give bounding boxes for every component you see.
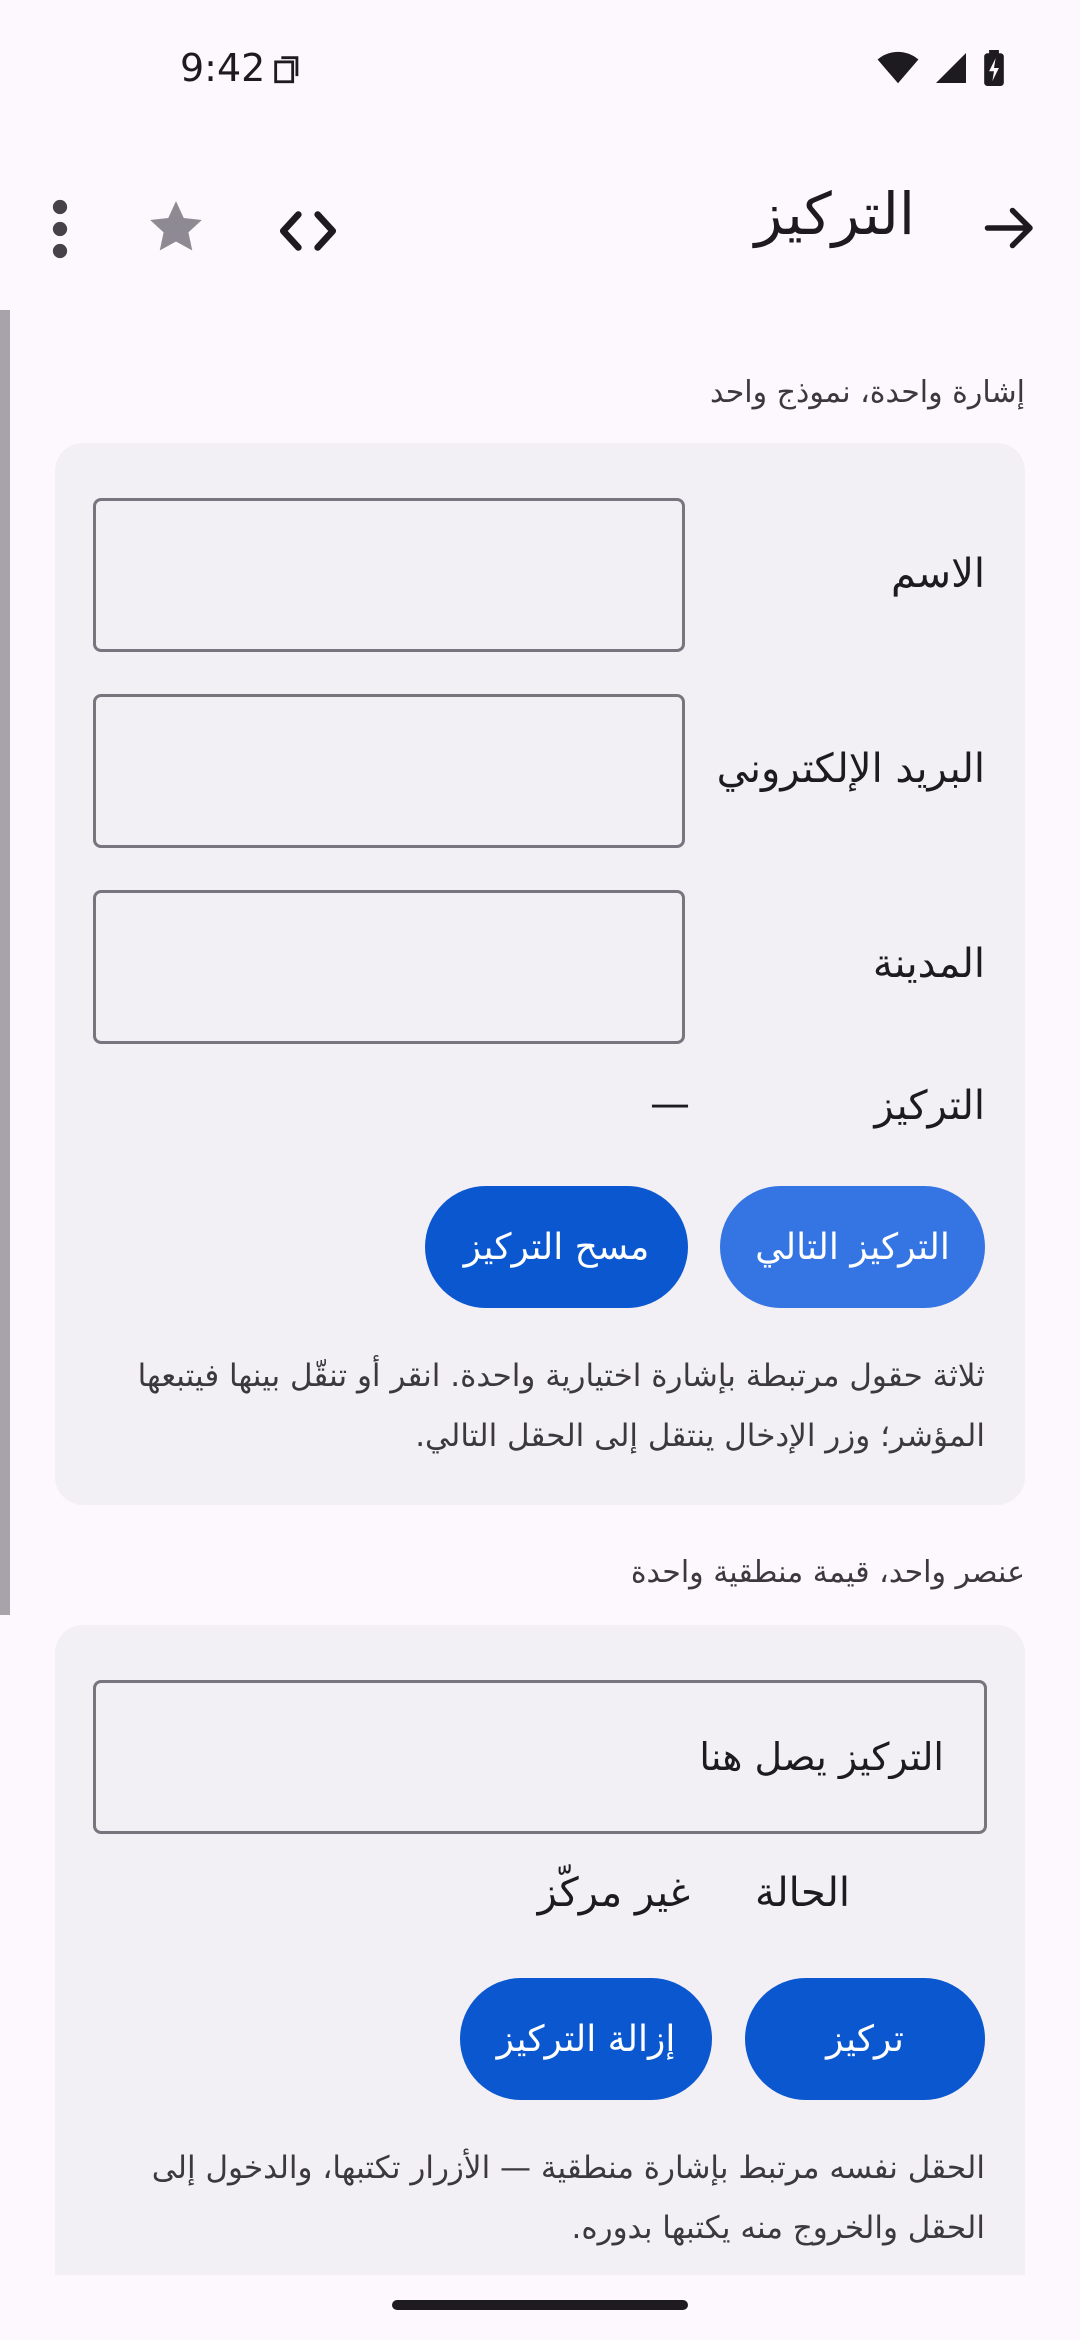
email-field[interactable] xyxy=(93,694,685,848)
name-label: الاسم xyxy=(890,551,985,597)
status-value: غير مركّز xyxy=(537,1870,690,1916)
focus-button[interactable]: تركيز xyxy=(745,1978,985,2100)
form-description: ثلاثة حقول مرتبطة بإشارة اختيارية واحدة. انقر أو تنقّل بينها فيتبعها المؤشر؛ وزر الإدخال ينتقل إلى الحقل التالي. xyxy=(137,1358,985,1454)
status-bar xyxy=(0,0,1080,140)
status-icons xyxy=(877,50,1005,90)
clear-focus-button[interactable]: مسح التركيز xyxy=(425,1186,688,1308)
boolean-card xyxy=(55,1625,1025,2275)
page-title: التركيز xyxy=(754,180,915,248)
section-label-single-boolean: عنصر واحد، قيمة منطقية واحدة xyxy=(630,1555,1025,1590)
more-vert-icon[interactable] xyxy=(40,196,80,262)
scroll-indicator[interactable] xyxy=(0,310,10,1615)
copy-icon xyxy=(270,52,304,90)
name-field[interactable] xyxy=(93,498,685,652)
focus-value: — xyxy=(650,1081,690,1127)
email-label: البريد الإلكتروني xyxy=(716,746,985,792)
next-focus-button[interactable]: التركيز التالي xyxy=(720,1186,985,1308)
battery-charging-icon xyxy=(983,50,1005,90)
boolean-description: الحقل نفسه مرتبط بإشارة منطقية — الأزرار تكتبها، والدخول إلى الحقل والخروج منه يكتبها بدوره. xyxy=(151,2150,985,2246)
city-label: المدينة xyxy=(872,941,985,987)
focus-target-input[interactable] xyxy=(93,1680,987,1834)
code-icon[interactable] xyxy=(275,198,341,264)
wifi-icon xyxy=(877,51,919,89)
app-bar xyxy=(0,160,1080,290)
city-field[interactable] xyxy=(93,890,685,1044)
unfocus-button[interactable]: إزالة التركيز xyxy=(460,1978,712,2100)
star-icon[interactable] xyxy=(145,196,207,258)
arrow-forward-icon[interactable] xyxy=(980,198,1040,258)
home-indicator[interactable] xyxy=(392,2300,688,2310)
focus-label: التركيز xyxy=(874,1083,985,1129)
status-time: 9:42 xyxy=(180,46,266,90)
signal-icon xyxy=(933,50,969,90)
section-label-single-signal: إشارة واحدة، نموذج واحد xyxy=(710,375,1025,410)
status-label: الحالة xyxy=(755,1870,850,1916)
form-card xyxy=(55,443,1025,1505)
